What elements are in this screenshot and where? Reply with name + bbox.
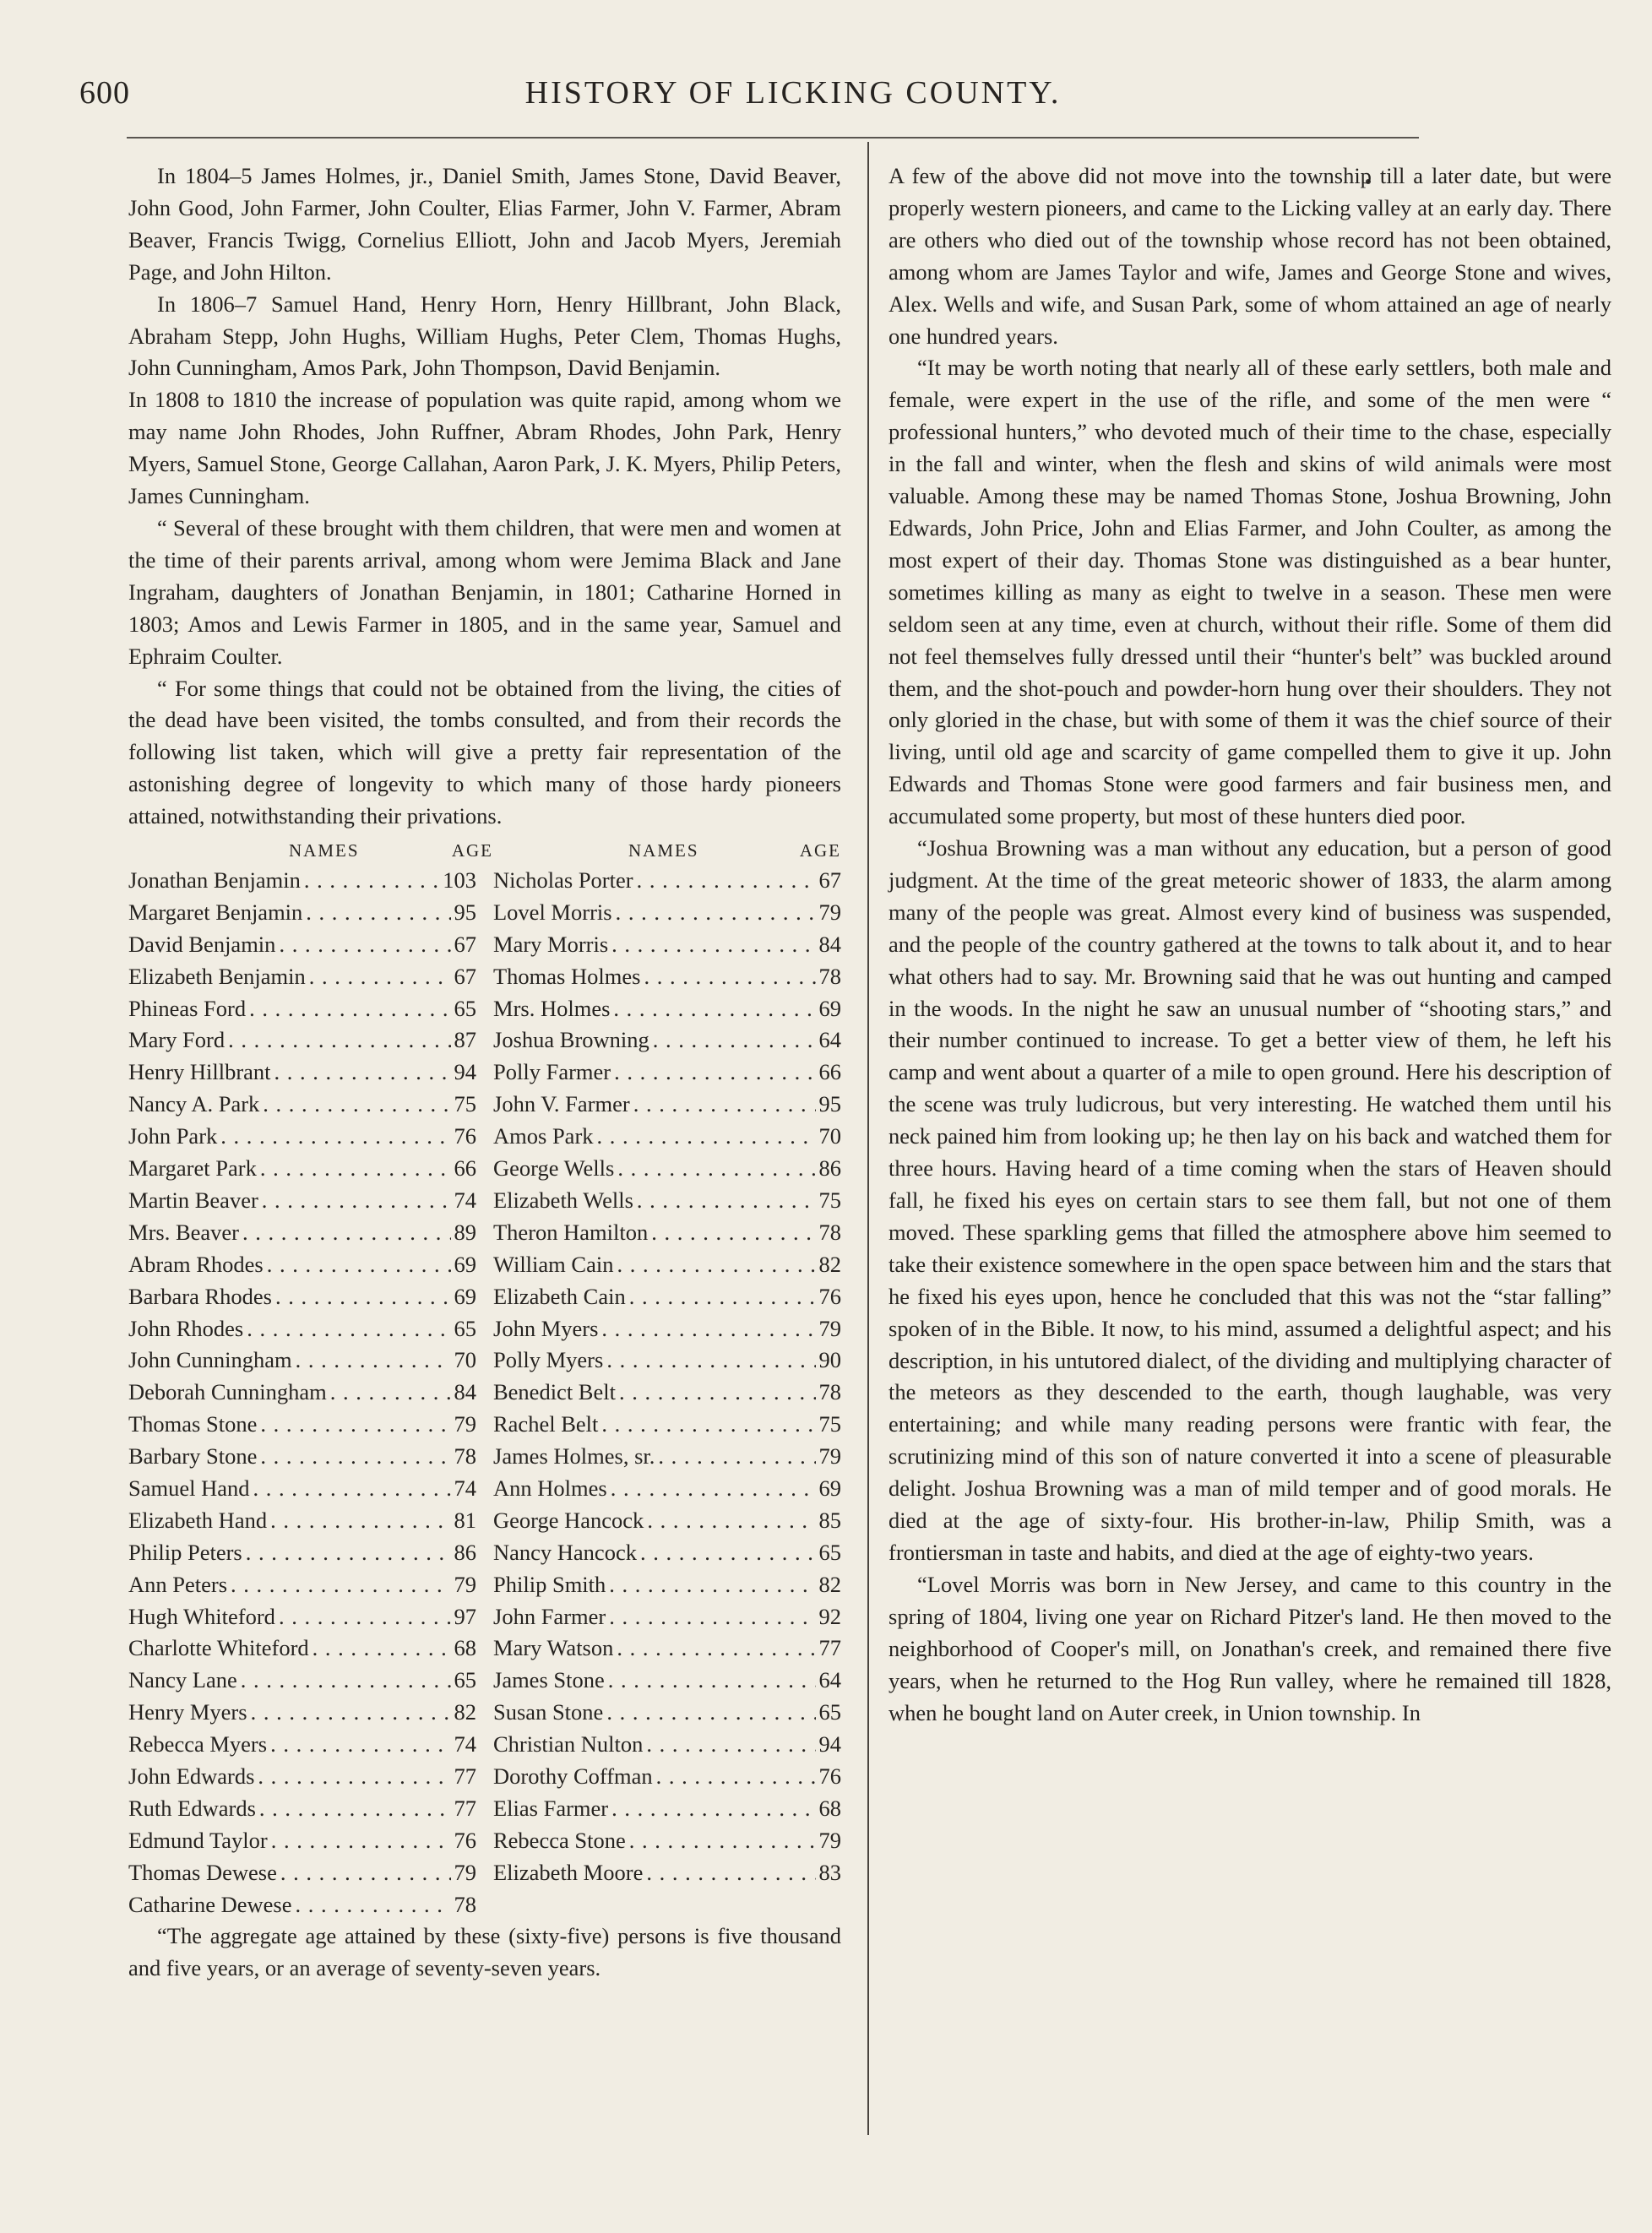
- leader-dots: [260, 1441, 450, 1473]
- entry-name: David Benjamin: [128, 931, 276, 957]
- entry-age: 76: [818, 1283, 841, 1309]
- entry-name: Ruth Edwards: [128, 1795, 256, 1821]
- entry-age: 81: [454, 1507, 476, 1533]
- leader-dots: [608, 1665, 816, 1697]
- entry-age: 79: [818, 1443, 841, 1470]
- leader-dots: [262, 1185, 451, 1217]
- list-entry: [128, 1024, 476, 1057]
- leader-dots: [296, 1889, 451, 1921]
- entry-name: Dorothy Coffman: [493, 1763, 653, 1789]
- leader-dots: [640, 1537, 816, 1569]
- leader-dots: [270, 1729, 450, 1761]
- entry-name: Rebecca Myers: [128, 1731, 268, 1758]
- list-entry: [493, 1761, 841, 1793]
- entry-age: 74: [454, 1731, 476, 1758]
- age-header: AGE: [799, 840, 841, 861]
- list-entry: [493, 1601, 841, 1633]
- list-entry: [493, 1537, 841, 1569]
- leader-dots: [614, 1057, 815, 1089]
- leader-dots: [601, 1409, 815, 1441]
- entry-age: 79: [454, 1571, 476, 1597]
- list-entry: [128, 897, 476, 929]
- entry-name: Ann Holmes: [493, 1475, 607, 1501]
- entry-age: 78: [818, 1219, 841, 1245]
- leader-dots: [270, 1505, 450, 1537]
- entry-name: John Park: [128, 1123, 218, 1149]
- paragraph: “ Several of these brought with them children, that were men and women at the time of their parents arrival, among whom were Jemima Black and Jane Ingraham, daughters of Jonathan Benjamin, in 1801; Catharine Horned in 1803; Amos and Lewis Farmer in 1805, and in the same year, Samuel and Ephraim Coulter.: [128, 514, 841, 669]
- list-entry: [493, 993, 841, 1025]
- list-entry: [128, 1825, 476, 1857]
- paragraph: In 1808 to 1810 the increase of population was quite rapid, among whom we may name John Rhodes, John Ruffner, Abram Rhodes, John Park, Henry Myers, Samuel Stone, George Callahan, Aaron Park, J. K. Myers, Philip Peters, James Cunningham.: [128, 387, 841, 509]
- entry-name: John Farmer: [493, 1603, 606, 1629]
- entry-age: 70: [818, 1123, 841, 1149]
- entry-age: 74: [454, 1475, 476, 1501]
- entry-age: 65: [454, 1667, 476, 1693]
- entry-name: Lovel Morris: [493, 899, 612, 925]
- leader-dots: [601, 1313, 815, 1345]
- leader-dots: [263, 1089, 450, 1121]
- column-divider: [867, 142, 869, 2135]
- entry-age: 77: [818, 1635, 841, 1661]
- entry-name: Elias Farmer: [493, 1795, 609, 1821]
- entry-age: 64: [818, 1027, 841, 1053]
- list-entry: [493, 1185, 841, 1217]
- entry-name: John Edwards: [128, 1763, 255, 1789]
- entry-age: 78: [454, 1443, 476, 1470]
- entry-name: Thomas Dewese: [128, 1859, 277, 1885]
- leader-dots: [271, 1825, 451, 1857]
- entry-name: William Cain: [493, 1251, 614, 1277]
- entry-age: 75: [818, 1411, 841, 1437]
- list-entry: [128, 1217, 476, 1249]
- paragraph: A few of the above did not move into the township till a later date, but were properly western pioneers, and came to the Licking valley at an early day. There are others who died out of the township whose record has not been obtained, among whom are James Taylor and wife, James and George Stone and wives, Alex. Wells and wife, and Susan Park, some of whom attained an age of nearly one hundred years.: [888, 163, 1611, 349]
- leader-dots: [251, 1697, 451, 1729]
- right-column: [888, 160, 1611, 1729]
- entry-name: Rebecca Stone: [493, 1827, 626, 1853]
- entry-age: 90: [818, 1347, 841, 1373]
- entry-name: Martin Beaver: [128, 1187, 258, 1213]
- list-entry: [128, 1409, 476, 1441]
- entry-name: Samuel Hand: [128, 1475, 250, 1501]
- entry-age: 86: [454, 1539, 476, 1565]
- leader-dots: [617, 1633, 815, 1665]
- page-header: [79, 74, 1507, 125]
- entry-name: Elizabeth Cain: [493, 1283, 626, 1309]
- entry-name: Henry Myers: [128, 1699, 247, 1725]
- entry-name: Barbara Rhodes: [128, 1283, 272, 1309]
- list-entry: [493, 897, 841, 929]
- entry-age: 65: [818, 1539, 841, 1565]
- paragraph: In 1806–7 Samuel Hand, Henry Horn, Henry Hillbrant, John Black, Abraham Stepp, John Hughs, William Hughs, Peter Clem, Thomas Hughs, John Cunningham, Amos Park, John Thompson, David Benjamin.: [128, 291, 841, 381]
- list-entry: [493, 1569, 841, 1601]
- list-entry: [493, 1281, 841, 1313]
- list-entry: [128, 1729, 476, 1761]
- list-entry: [493, 1345, 841, 1377]
- entry-age: 78: [818, 963, 841, 989]
- entry-age: 64: [818, 1667, 841, 1693]
- list-entry: [128, 961, 476, 993]
- list-entry: [128, 1121, 476, 1153]
- entry-age: 65: [454, 1315, 476, 1341]
- entry-name: Henry Hillbrant: [128, 1059, 271, 1085]
- list-entry: [493, 1409, 841, 1441]
- leader-dots: [611, 929, 815, 961]
- entry-age: 79: [454, 1859, 476, 1885]
- names-header: NAMES: [628, 840, 699, 861]
- leader-dots: [609, 1601, 815, 1633]
- leader-dots: [267, 1249, 451, 1281]
- entry-age: 92: [818, 1603, 841, 1629]
- list-entry: [493, 1024, 841, 1057]
- entry-age: 67: [454, 963, 476, 989]
- entry-name: John Myers: [493, 1315, 599, 1341]
- list-entry: [493, 865, 841, 897]
- leader-dots: [304, 865, 439, 897]
- entry-name: Nancy A. Park: [128, 1091, 260, 1117]
- leader-dots: [296, 1345, 451, 1377]
- entry-name: Philip Peters: [128, 1539, 242, 1565]
- entry-age: 103: [443, 867, 476, 894]
- leader-dots: [309, 961, 451, 993]
- leader-dots: [644, 961, 815, 993]
- entry-age: 82: [818, 1571, 841, 1597]
- leader-dots: [306, 897, 450, 929]
- list-entry: [128, 1473, 476, 1505]
- list-header: [128, 836, 841, 865]
- closing-paragraph: “The aggregate age attained by these (sixty-five) persons is five thousand and five years, or an average of seventy-seven years.: [128, 1923, 841, 1981]
- entry-name: Elizabeth Moore: [493, 1859, 644, 1885]
- list-entry: [128, 1249, 476, 1281]
- list-entry: [128, 1345, 476, 1377]
- entry-age: 69: [818, 995, 841, 1021]
- entry-age: 94: [818, 1731, 841, 1758]
- list-entry: [493, 1377, 841, 1409]
- entry-name: Polly Farmer: [493, 1059, 611, 1085]
- paragraph: “It may be worth noting that nearly all of these early settlers, both male and female, were expert in the use of the rifle, and some of the men were “ professional hunters,” who devoted much of their time to the chase, especially in the fall and winter, when the flesh and skins of wild animals were most valuable. Among these may be named Thomas Stone, Joshua Browning, John Edwards, John Price, John and Elias Farmer, and John Coulter, as among the most expert of their day. Thomas Stone was distinguished as a bear hunter, sometimes killing as many as eight to twelve in a season. These men were seldom seen at any time, even at church, without their rifle. Some of them did not feel themselves fully dressed until their “hunter's belt” was buckled around them, and the shot-pouch and powder-horn hung over their shoulders. They not only gloried in the chase, but with some of them it was the chief source of their living, until old age and scarcity of game compelled them to give it up. John Edwards and Thomas Stone were good farmers and fair business men, and accumulated some property, but most of these hunters died poor.: [888, 355, 1611, 829]
- list-entry: [128, 1793, 476, 1825]
- list-entry: [128, 1665, 476, 1697]
- entry-age: 95: [454, 899, 476, 925]
- entry-age: 68: [818, 1795, 841, 1821]
- entry-age: 82: [818, 1251, 841, 1277]
- leader-dots: [609, 1569, 815, 1601]
- leader-dots: [279, 929, 450, 961]
- entry-age: 79: [818, 899, 841, 925]
- list-entry: [493, 1249, 841, 1281]
- entry-name: Edmund Taylor: [128, 1827, 268, 1853]
- list-entry: [493, 1857, 841, 1889]
- list-entry: [493, 1057, 841, 1089]
- list-entry: [128, 1089, 476, 1121]
- entry-name: Polly Myers: [493, 1347, 604, 1373]
- leader-dots: [656, 1761, 816, 1793]
- entry-age: 74: [454, 1187, 476, 1213]
- entry-age: 94: [454, 1059, 476, 1085]
- age-header: AGE: [451, 840, 493, 861]
- entry-name: Thomas Stone: [128, 1411, 258, 1437]
- list-entry: [128, 1441, 476, 1473]
- entry-name: Mary Watson: [493, 1635, 614, 1661]
- header-rule: [127, 137, 1419, 139]
- entry-age: 66: [454, 1155, 476, 1182]
- list-entry: [128, 1889, 476, 1921]
- entry-name: Mary Morris: [493, 931, 609, 957]
- leader-dots: [258, 1761, 450, 1793]
- leader-dots: [616, 897, 816, 929]
- entry-age: 69: [818, 1475, 841, 1501]
- leader-dots: [228, 1024, 450, 1057]
- entry-name: Rachel Belt: [493, 1411, 599, 1437]
- leader-dots: [647, 1505, 815, 1537]
- leader-dots: [274, 1057, 451, 1089]
- entry-name: Nancy Hancock: [493, 1539, 637, 1565]
- paragraph: “Joshua Browning was a man without any education, but a person of good judgment. At the time of the great meteoric shower of 1833, the alarm among many of the people was great. Almost every kind of business was suspended, and the people of the country gathered at the towns to talk about it, and to hear what others had to say. Mr. Browning said that he was out hunting and camped in the woods. In the night he saw an unusual number of “shooting stars,” and their number continued to increase. To get a better view of them, he left his camp and went about a quarter of a mile to open ground. Here his description of the scene was truly ludicrous, but very interesting. He watched them until his neck pained him from looking up; he then lay on his back and watched them for three hours. Having heard of a time coming when the stars of Heaven should fall, he fixed his eyes on certain stars to see them fall, but not one of them moved. These sparkling gems that filled the atmosphere above him seemed to take their existence somewhere in the open space between him and the stars that he fixed his eyes upon, hence he concluded that this was not the “star falling” spoken of in the Bible. It now, to his mind, assumed a delightful aspect; and his description, in his untutored dialect, of the dividing and multiplying character of the meteors as they descended to the earth, though laughable, was very entertaining; and while many reading persons were frantic with fear, the scrutinizing mind of this son of nature converted it into a scene of pleasurable delight. Joshua Browning was a man of mild temper and of good morals. He died at the age of sixty-four. His brother-in-law, Philip Smith, was a frontiersman in taste and habits, and died at the age of eighty-two years.: [888, 835, 1611, 1565]
- entry-name: George Wells: [493, 1155, 615, 1182]
- entry-age: 85: [818, 1507, 841, 1533]
- paragraph: “ For some things that could not be obtained from the living, the cities of the dead have been visited, the tombs consulted, and from their records the following list taken, which will give a pretty fair representation of the astonishing degree of longevity to which many of those hardy pioneers attained, notwithstanding their privations.: [128, 675, 841, 829]
- entry-name: Charlotte Whiteford: [128, 1635, 309, 1661]
- list-entry: [128, 1281, 476, 1313]
- leader-dots: [231, 1569, 450, 1601]
- list-entry: [493, 1505, 841, 1537]
- list-entry: [493, 1729, 841, 1761]
- list-entry: [128, 1153, 476, 1185]
- entry-name: Ann Peters: [128, 1571, 228, 1597]
- list-entry: [128, 1505, 476, 1537]
- list-entry: [493, 1121, 841, 1153]
- list-entry: [128, 1537, 476, 1569]
- entry-name: John Rhodes: [128, 1315, 244, 1341]
- leader-dots: [259, 1793, 451, 1825]
- page-number: 600: [79, 75, 130, 111]
- leader-dots: [619, 1377, 816, 1409]
- list-entry: [493, 1089, 841, 1121]
- entry-age: 79: [818, 1827, 841, 1853]
- list-entry: [493, 929, 841, 961]
- leader-dots: [617, 1249, 815, 1281]
- list-entry: [128, 1697, 476, 1729]
- entry-name: Philip Smith: [493, 1571, 606, 1597]
- list-entry: [128, 1633, 476, 1665]
- list-entry: [493, 1825, 841, 1857]
- entry-name: James Stone: [493, 1667, 605, 1693]
- leader-dots: [658, 1441, 815, 1473]
- running-head: HISTORY OF LICKING COUNTY.: [524, 75, 1062, 111]
- list-entry: [128, 1185, 476, 1217]
- entry-name: Amos Park: [493, 1123, 594, 1149]
- entry-name: Mrs. Holmes: [493, 995, 611, 1021]
- list-column-left: [128, 865, 493, 1921]
- longevity-list: [128, 836, 841, 1921]
- entry-name: Barbary Stone: [128, 1443, 258, 1470]
- leader-dots: [260, 1153, 451, 1185]
- entry-age: 76: [454, 1827, 476, 1853]
- entry-name: George Hancock: [493, 1507, 644, 1533]
- leader-dots: [247, 1313, 450, 1345]
- entry-age: 78: [454, 1891, 476, 1917]
- list-entry: [493, 1793, 841, 1825]
- entry-age: 97: [454, 1603, 476, 1629]
- entry-age: 68: [454, 1635, 476, 1661]
- list-entry: [128, 1313, 476, 1345]
- entry-name: Elizabeth Benjamin: [128, 963, 306, 989]
- entry-age: 82: [454, 1699, 476, 1725]
- entry-name: Thomas Holmes: [493, 963, 641, 989]
- leader-dots: [637, 865, 816, 897]
- entry-age: 76: [818, 1763, 841, 1789]
- entry-age: 87: [454, 1027, 476, 1053]
- entry-name: Margaret Benjamin: [128, 899, 303, 925]
- names-header: NAMES: [289, 840, 360, 861]
- entry-age: 84: [818, 931, 841, 957]
- list-entry: [128, 1569, 476, 1601]
- leader-dots: [617, 1153, 815, 1185]
- entry-name: Margaret Park: [128, 1155, 257, 1182]
- entry-age: 70: [454, 1347, 476, 1373]
- list-entry: [128, 1857, 476, 1889]
- entry-age: 66: [818, 1059, 841, 1085]
- entry-name: Christian Nulton: [493, 1731, 644, 1758]
- entry-age: 84: [454, 1379, 476, 1405]
- list-entry: [493, 1217, 841, 1249]
- entry-age: 67: [818, 867, 841, 894]
- entry-age: 67: [454, 931, 476, 957]
- list-entry: [128, 929, 476, 961]
- leader-dots: [646, 1857, 815, 1889]
- entry-age: 65: [454, 995, 476, 1021]
- entry-name: Joshua Browning: [493, 1027, 649, 1053]
- entry-name: Benedict Belt: [493, 1379, 616, 1405]
- leader-dots: [249, 993, 450, 1025]
- entry-name: Elizabeth Wells: [493, 1187, 633, 1213]
- entry-name: Nicholas Porter: [493, 867, 633, 894]
- entry-name: Elizabeth Hand: [128, 1507, 268, 1533]
- entry-age: 83: [818, 1859, 841, 1885]
- list-entry: [128, 1057, 476, 1089]
- leader-dots: [637, 1185, 816, 1217]
- leader-dots: [606, 1345, 815, 1377]
- entry-age: 77: [454, 1795, 476, 1821]
- list-entry: [493, 961, 841, 993]
- list-entry: [493, 1633, 841, 1665]
- leader-dots: [651, 1217, 815, 1249]
- entry-age: 79: [454, 1411, 476, 1437]
- list-entry: [493, 1665, 841, 1697]
- entry-age: 78: [818, 1379, 841, 1405]
- entry-age: 65: [818, 1699, 841, 1725]
- entry-name: James Holmes, sr.: [493, 1443, 655, 1470]
- entry-name: Deborah Cunningham: [128, 1379, 327, 1405]
- entry-age: 79: [818, 1315, 841, 1341]
- leader-dots: [611, 1793, 815, 1825]
- list-entry: [128, 865, 476, 897]
- entry-age: 69: [454, 1283, 476, 1309]
- leader-dots: [653, 1024, 816, 1057]
- leader-dots: [597, 1121, 816, 1153]
- list-entry: [493, 1697, 841, 1729]
- list-entry: [128, 1761, 476, 1793]
- entry-age: 75: [818, 1187, 841, 1213]
- list-entry: [128, 1377, 476, 1409]
- entry-age: 95: [818, 1091, 841, 1117]
- entry-age: 76: [454, 1123, 476, 1149]
- leader-dots: [646, 1729, 815, 1761]
- list-entry: [493, 1313, 841, 1345]
- list-entry: [493, 1441, 841, 1473]
- entry-age: 86: [818, 1155, 841, 1182]
- leader-dots: [279, 1601, 451, 1633]
- entry-name: Jonathan Benjamin: [128, 867, 301, 894]
- leader-dots: [241, 1665, 451, 1697]
- entry-name: Nancy Lane: [128, 1667, 237, 1693]
- list-entry: [128, 1601, 476, 1633]
- entry-age: 69: [454, 1251, 476, 1277]
- leader-dots: [220, 1121, 450, 1153]
- entry-name: John Cunningham: [128, 1347, 292, 1373]
- leader-dots: [629, 1825, 816, 1857]
- entry-name: John V. Farmer: [493, 1091, 630, 1117]
- leader-dots: [260, 1409, 450, 1441]
- entry-name: Susan Stone: [493, 1699, 604, 1725]
- list-entry: [128, 993, 476, 1025]
- leader-dots: [629, 1281, 816, 1313]
- list-entry: [493, 1473, 841, 1505]
- entry-name: Mrs. Beaver: [128, 1219, 239, 1245]
- paragraph: In 1804–5 James Holmes, jr., Daniel Smith, James Stone, David Beaver, John Good, John Farmer, John Coulter, Elias Farmer, John V. Farmer, Abram Beaver, Francis Twigg, Cornelius Elliott, John and Jacob Myers, Jeremiah Page, and John Hilton.: [128, 163, 841, 285]
- leader-dots: [330, 1377, 451, 1409]
- leader-dots: [606, 1697, 815, 1729]
- leader-dots: [275, 1281, 451, 1313]
- leader-dots: [253, 1473, 451, 1505]
- leader-dots: [242, 1217, 451, 1249]
- leader-dots: [611, 1473, 816, 1505]
- entry-name: Theron Hamilton: [493, 1219, 649, 1245]
- entry-age: 89: [454, 1219, 476, 1245]
- entry-name: Phineas Ford: [128, 995, 247, 1021]
- entry-age: 77: [454, 1763, 476, 1789]
- entry-name: Catharine Dewese: [128, 1891, 292, 1917]
- leader-dots: [633, 1089, 816, 1121]
- entry-age: 75: [454, 1091, 476, 1117]
- list-column-right: [493, 865, 841, 1921]
- leader-dots: [246, 1537, 451, 1569]
- entry-name: Hugh Whiteford: [128, 1603, 275, 1629]
- entry-name: Mary Ford: [128, 1027, 226, 1053]
- paragraph: “Lovel Morris was born in New Jersey, and came to this country in the spring of 1804, living one year on Richard Pitzer's land. He then moved to the neighborhood of Cooper's mill, on Jonathan's creek, and remained there five years, when he returned to the Hog Run valley, where he remained till 1828, when he bought land on Auter creek, in Union township. In: [888, 1571, 1611, 1725]
- left-column: [128, 160, 841, 1985]
- leader-dots: [613, 993, 815, 1025]
- leader-dots: [280, 1857, 451, 1889]
- entry-name: Abram Rhodes: [128, 1251, 264, 1277]
- leader-dots: [312, 1633, 451, 1665]
- list-entry: [493, 1153, 841, 1185]
